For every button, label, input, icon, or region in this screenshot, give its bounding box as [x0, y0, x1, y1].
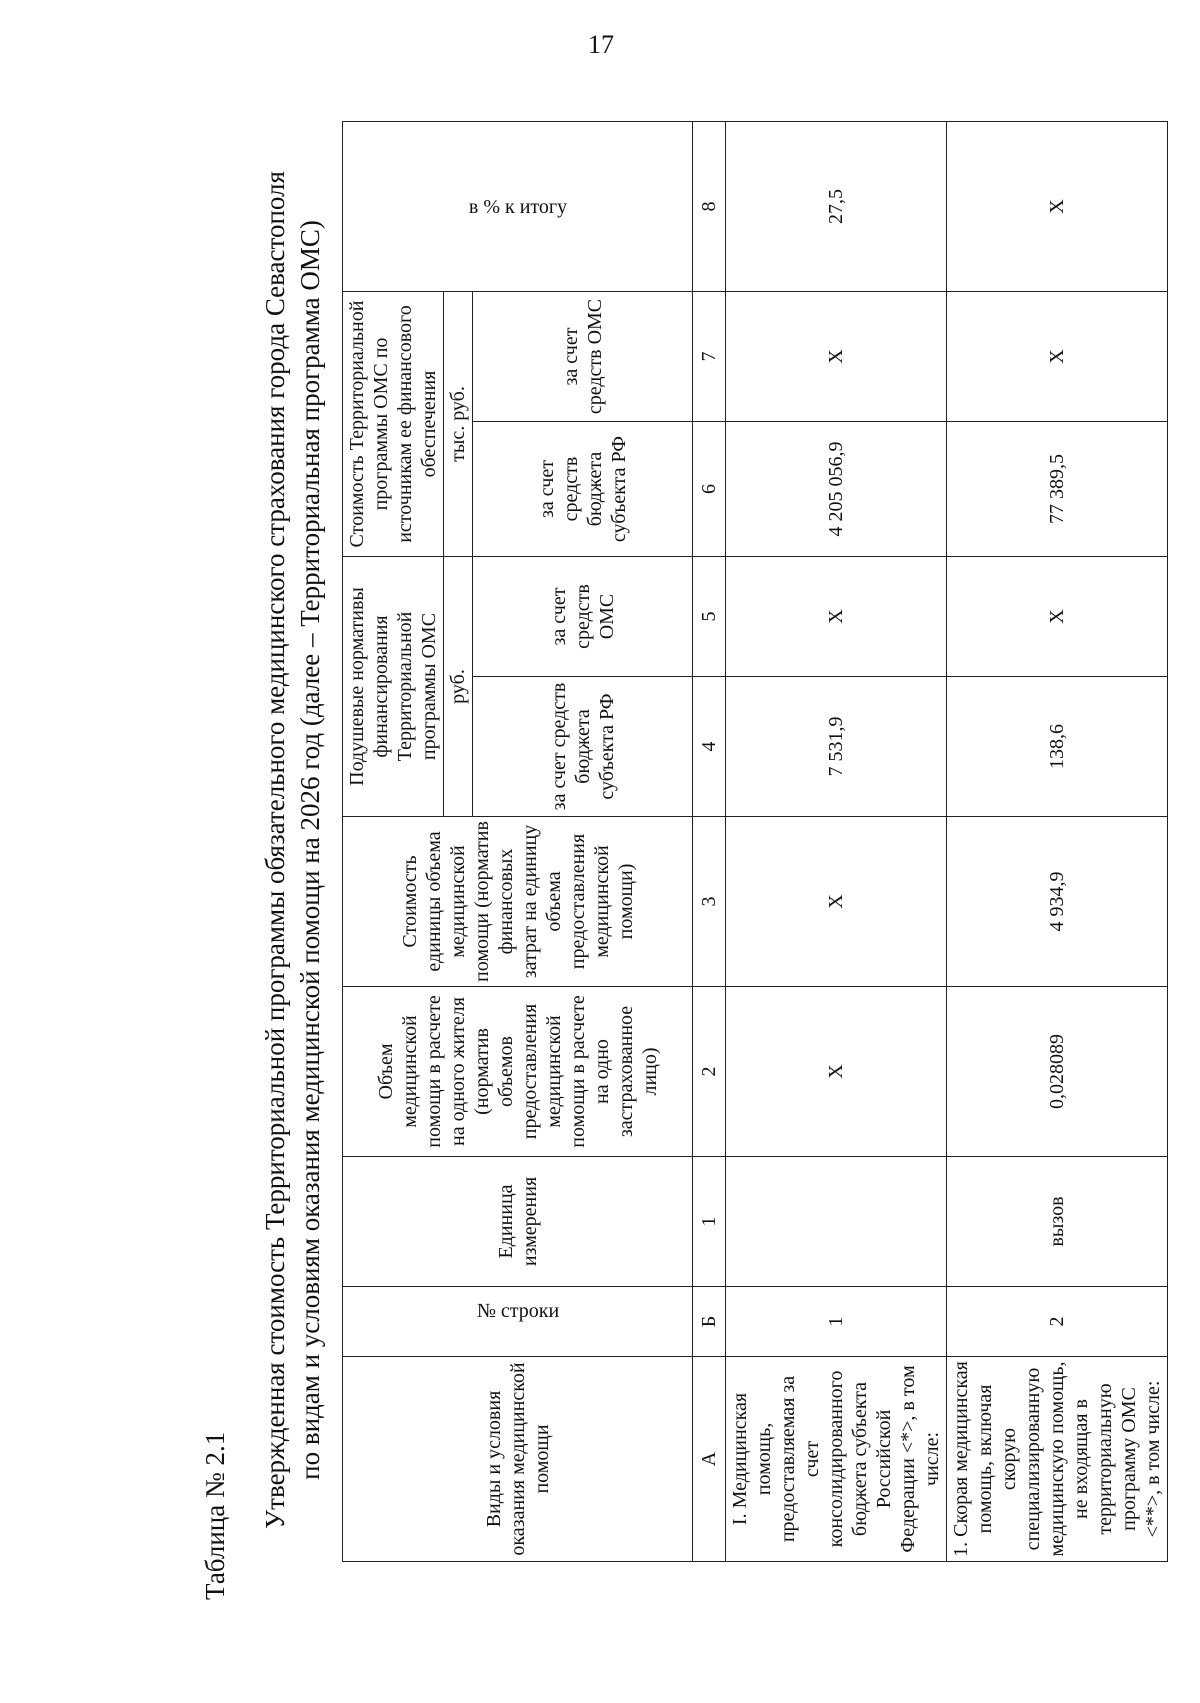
row-name: I. Медицинская помощь, предоставляемая за счет консолидированного бюджета субъекта Российской Федерации <*>, в том числе: [726, 1357, 947, 1562]
index-cell: 4 [693, 677, 726, 817]
table-title [258, 100, 328, 1600]
row-unit: вызов [947, 1157, 1168, 1287]
table-label: Таблица № 2.1 [200, 1431, 230, 1600]
header-col-8 [343, 122, 693, 292]
header-col-b-text: № строки [476, 1299, 559, 1322]
header-unit-rub: руб. [444, 557, 473, 817]
header-col-4: за счет средств бюджета субъекта РФ [473, 677, 693, 817]
row-per-capita-oms: X [726, 557, 947, 677]
row-name: 1. Скорая медицинская помощь, включая скорую специализированную медицинскую помощь, не входящая в территориальную программу ОМС <**>, в том числе: [947, 1357, 1168, 1562]
page-number: 17 [588, 30, 614, 59]
table-row [947, 122, 1168, 1562]
cost-table [342, 121, 1168, 1562]
header-col-7: за счет средств ОМС [473, 292, 693, 422]
header-col-8-text: в % к итогу [468, 195, 567, 218]
index-cell: Б [693, 1287, 726, 1357]
header-col-1: Единица измерения [343, 1157, 693, 1287]
row-unit-cost: X [726, 817, 947, 987]
header-col-3: Стоимость единицы объема медицинской помощи (норматив финансовых затрат на единицу объема предоставления медицинской помощи) [343, 817, 693, 987]
header-col-b [343, 1287, 693, 1357]
title-line-1: Утвержденная стоимость Территориальной программы обязательного медицинского страхования города Севастополя [260, 171, 290, 1529]
row-per-capita-budget: 138,6 [947, 677, 1168, 817]
header-col-2: Объем медицинской помощи в расчете на одного жителя (норматив объемов предоставления медицинской помощи в расчете на одно застрахованное лицо) [343, 987, 693, 1157]
row-percent: X [947, 122, 1168, 292]
row-volume: X [726, 987, 947, 1157]
index-cell: 1 [693, 1157, 726, 1287]
title-line-2: по видам и условиям оказания медицинской помощи на 2026 год (далее – Территориальная программа ОМС) [295, 220, 325, 1480]
row-line-number: 2 [947, 1287, 1168, 1357]
row-per-capita-oms: X [947, 557, 1168, 677]
row-unit-cost: 4 934,9 [947, 817, 1168, 987]
row-cost-budget: 77 389,5 [947, 422, 1168, 557]
header-unit-thousand-rub: тыс. руб. [444, 292, 473, 557]
index-cell: 6 [693, 422, 726, 557]
header-col-a: Виды и условия оказания медицинской помощи [343, 1357, 693, 1562]
row-unit [726, 1157, 947, 1287]
row-cost-budget: 4 205 056,9 [726, 422, 947, 557]
row-cost-oms: X [947, 292, 1168, 422]
index-cell: 8 [693, 122, 726, 292]
header-row-1 [343, 122, 444, 1562]
index-cell: 5 [693, 557, 726, 677]
row-line-number: 1 [726, 1287, 947, 1357]
index-cell: 2 [693, 987, 726, 1157]
index-cell: 3 [693, 817, 726, 987]
row-per-capita-budget: 7 531,9 [726, 677, 947, 817]
row-percent: 27,5 [726, 122, 947, 292]
header-col-6: за счет средств бюджета субъекта РФ [473, 422, 693, 557]
row-volume: 0,028089 [947, 987, 1168, 1157]
index-cell: 7 [693, 292, 726, 422]
index-cell: А [693, 1357, 726, 1562]
row-cost-oms: X [726, 292, 947, 422]
header-col-5: за счет средств ОМС [473, 557, 693, 677]
header-group-cost: Стоимость Территориальной программы ОМС по источникам ее финансового обеспечения [343, 292, 444, 557]
header-group-normatives: Подушевые нормативы финансирования Территориальной программы ОМС [343, 557, 444, 817]
table-row [726, 122, 947, 1562]
column-index-row [693, 122, 726, 1562]
rotated-page-content [200, 100, 1164, 1600]
